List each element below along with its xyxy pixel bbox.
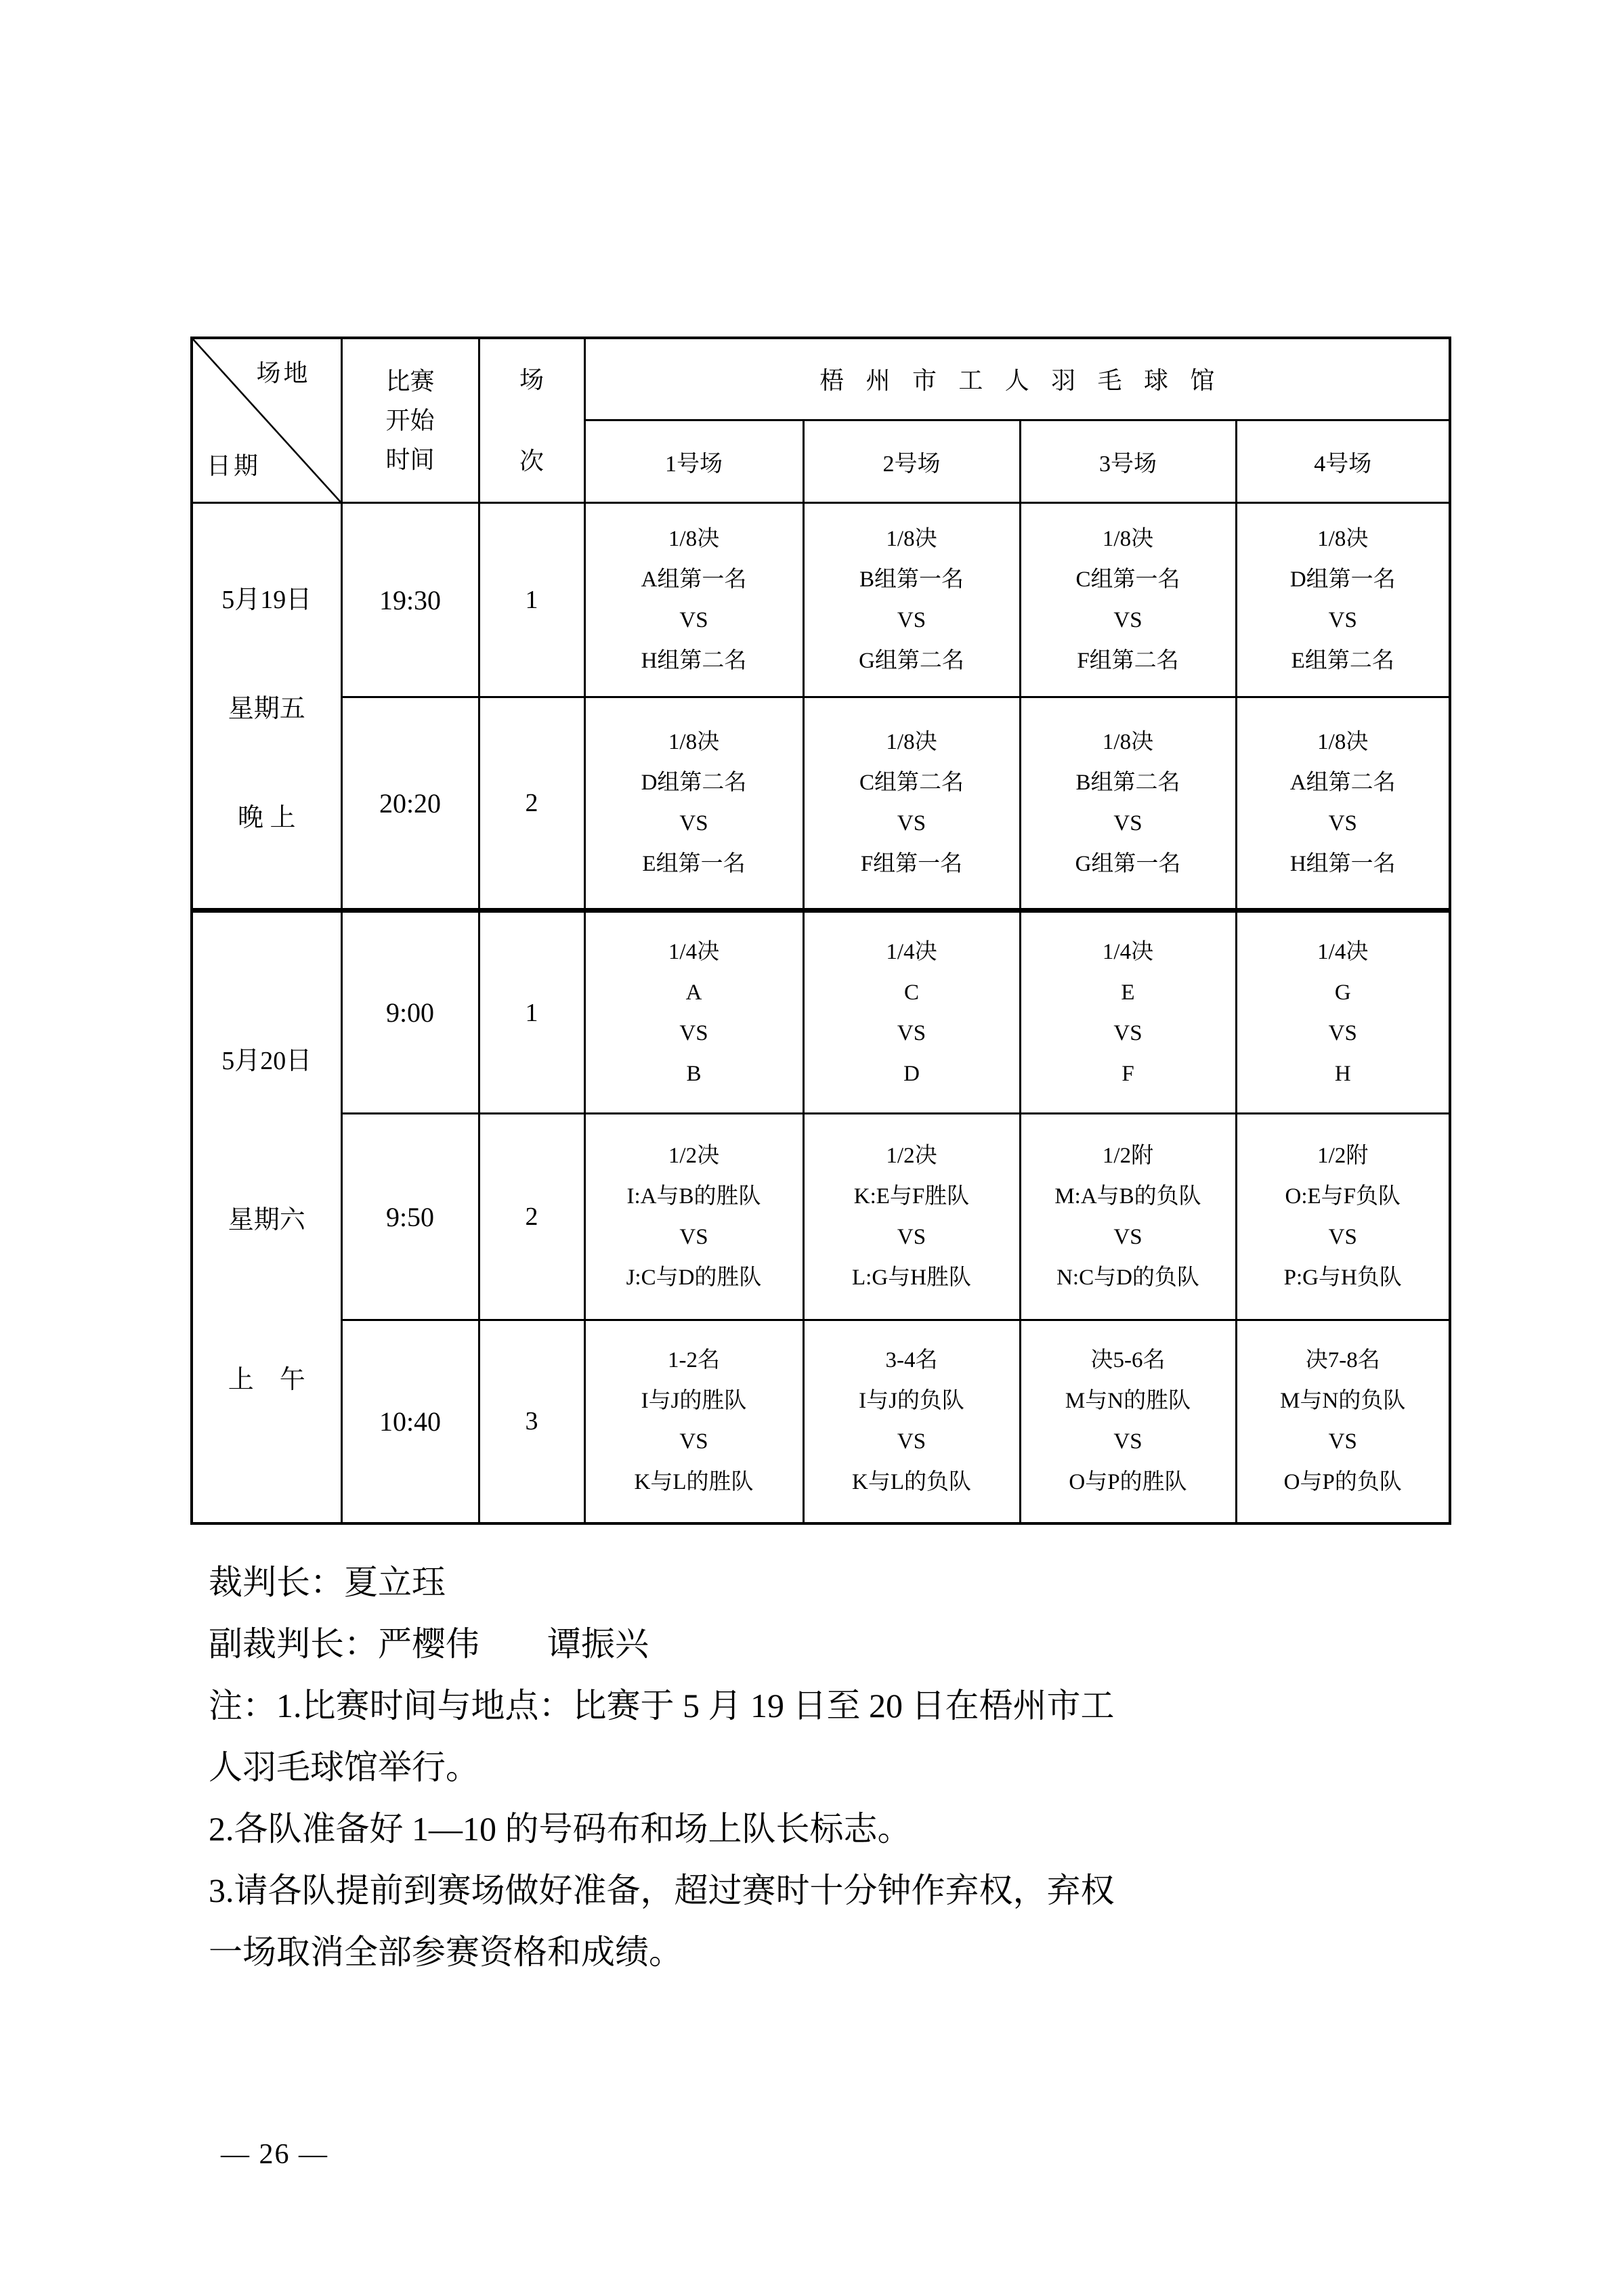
match-cell: 1/2决 K:E与F胜队 VS L:G与H胜队 (803, 1114, 1020, 1320)
match-cell: 1/4决 A VS B (584, 911, 803, 1114)
session-no-cell: 3 (479, 1320, 584, 1523)
corner-label-date: 日期 (207, 452, 261, 479)
match-cell: 1/8决 B组第二名 VS G组第一名 (1020, 697, 1236, 911)
header-start-time: 比赛开始时间 (341, 338, 479, 503)
match-cell: 1/8决 A组第一名 VS H组第二名 (584, 503, 803, 697)
match-cell: 1/4决 C VS D (803, 911, 1020, 1114)
match-cell: 1/8决 C组第二名 VS F组第一名 (803, 697, 1020, 911)
weekday-label: 星期五 (228, 695, 305, 723)
date-label: 5月20日 (221, 1046, 312, 1075)
time-cell: 9:00 (341, 911, 479, 1114)
header-session: 场次 (479, 338, 584, 503)
period-label: 晚 上 (237, 804, 296, 833)
date-cell-may20 (192, 911, 341, 1523)
corner-header-cell (192, 338, 341, 503)
note-line-2: 人羽毛球馆举行。 (209, 1748, 479, 1786)
header-court-4: 4号场 (1236, 420, 1450, 502)
date-cell-may19 (192, 503, 341, 911)
header-court-2: 2号场 (803, 420, 1020, 502)
time-cell: 19:30 (341, 503, 479, 697)
match-cell: 1/4决 E VS F (1020, 911, 1236, 1114)
referee-line: 裁判长：夏立珏 (209, 1563, 446, 1601)
date-label: 5月19日 (221, 585, 312, 614)
header-court-1: 1号场 (584, 420, 803, 502)
match-cell: 决7-8名 M与N的负队 VS O与P的负队 (1236, 1320, 1450, 1523)
note-line-3: 2.各队准备好 1—10 的号码布和场上队长标志。 (209, 1810, 912, 1848)
schedule-table (190, 337, 1451, 1525)
match-cell: 决5-6名 M与N的胜队 VS O与P的胜队 (1020, 1320, 1236, 1523)
weekday-label: 星期六 (228, 1206, 305, 1235)
match-cell: 1/8决 D组第二名 VS E组第一名 (584, 697, 803, 911)
match-cell: 1/2附 M:A与B的负队 VS N:C与D的负队 (1020, 1114, 1236, 1320)
note-line-5: 一场取消全部参赛资格和成绩。 (209, 1933, 683, 1971)
period-label: 上 午 (228, 1366, 305, 1394)
session-no-cell: 1 (479, 503, 584, 697)
time-cell: 9:50 (341, 1114, 479, 1320)
match-cell: 1/8决 A组第二名 VS H组第一名 (1236, 697, 1450, 911)
note-line-1: 注：1.比赛时间与地点：比赛于 5 月 19 日至 20 日在梧州市工 (209, 1687, 1115, 1725)
time-cell: 20:20 (341, 697, 479, 911)
header-venue: 梧州市工人羽毛球馆 (584, 338, 1450, 420)
match-cell: 1/2附 O:E与F负队 VS P:G与H负队 (1236, 1114, 1450, 1320)
match-cell: 1-2名 I与J的胜队 VS K与L的胜队 (584, 1320, 803, 1523)
session-no-cell: 1 (479, 911, 584, 1114)
time-cell: 10:40 (341, 1320, 479, 1523)
match-cell: 1/4决 G VS H (1236, 911, 1450, 1114)
footer-text (209, 1552, 1428, 1983)
note-line-4: 3.请各队提前到赛场做好准备，超过赛时十分钟作弃权，弃权 (209, 1871, 1115, 1909)
session-no-cell: 2 (479, 697, 584, 911)
match-cell: 3-4名 I与J的负队 VS K与L的负队 (803, 1320, 1020, 1523)
header-court-3: 3号场 (1020, 420, 1236, 502)
match-cell: 1/2决 I:A与B的胜队 VS J:C与D的胜队 (584, 1114, 803, 1320)
match-cell: 1/8决 B组第一名 VS G组第二名 (803, 503, 1020, 697)
corner-label-venue: 场地 (256, 360, 311, 387)
page-number: — 26 — (221, 2139, 328, 2170)
session-no-cell: 2 (479, 1114, 584, 1320)
match-cell: 1/8决 D组第一名 VS E组第二名 (1236, 503, 1450, 697)
match-cell: 1/8决 C组第一名 VS F组第二名 (1020, 503, 1236, 697)
deputy-referee-line: 副裁判长：严樱伟 谭振兴 (209, 1625, 649, 1663)
